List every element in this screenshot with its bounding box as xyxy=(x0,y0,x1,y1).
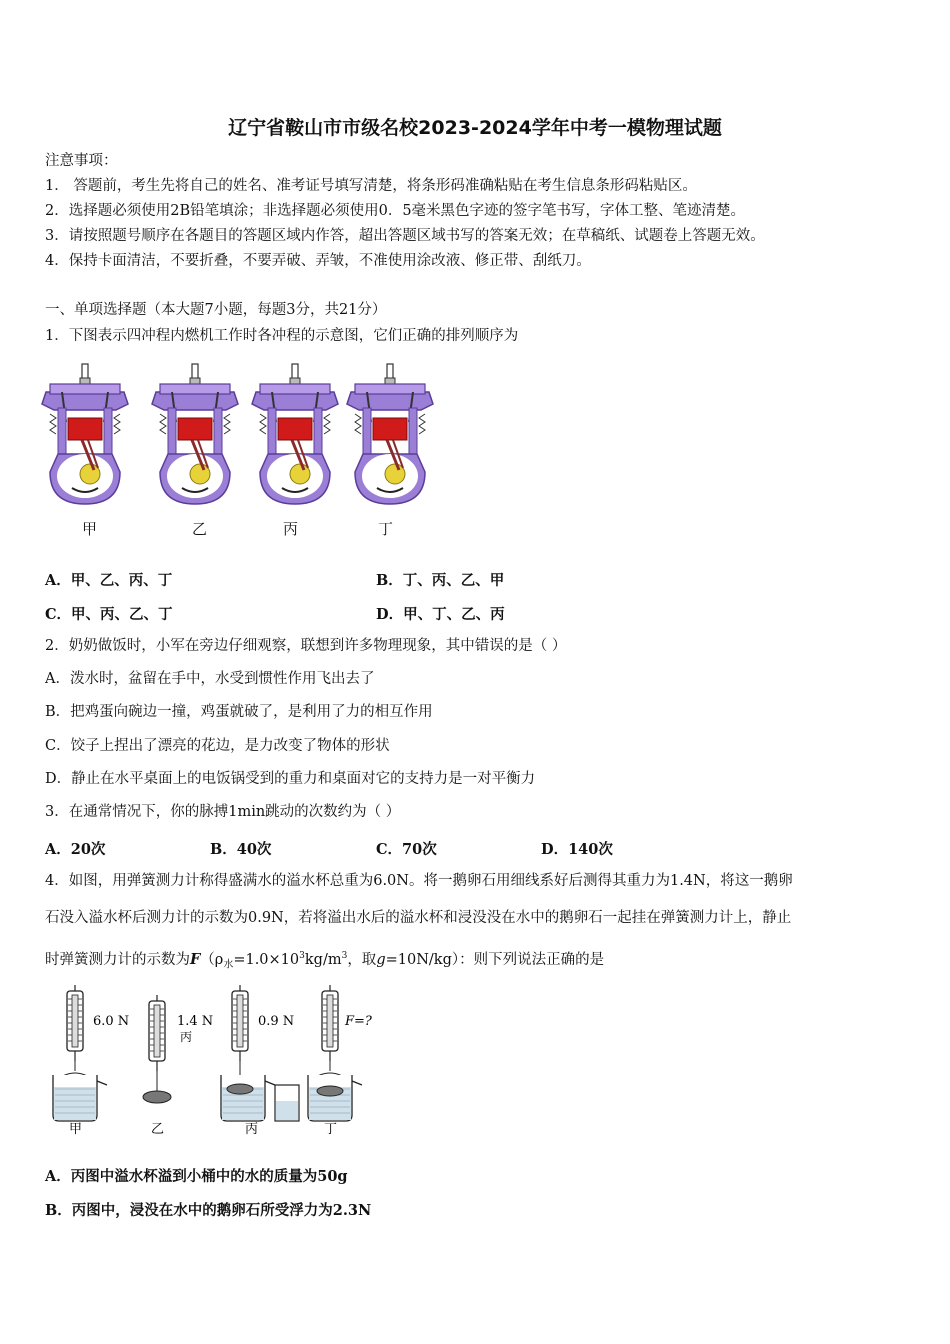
notice-item-4: 4．保持卡面清洁，不要折叠，不要弄破、弄皱，不准使用涂改液、修正带、刮纸刀。 xyxy=(45,253,591,269)
notice-item-1: 1． 答题前，考生先将自己的姓名、准考证号填写清楚，将条形码准确粘贴在考生信息条形码粘贴区。 xyxy=(45,178,697,194)
scale-label-jia: 甲 xyxy=(69,1122,83,1135)
q4-option-b: B．丙图中，浸没在水中的鹅卵石所受浮力为2.3N xyxy=(45,1202,372,1219)
q1-option-a: A．甲、乙、丙、丁 xyxy=(45,572,173,589)
scale-label-bing: 丙 xyxy=(245,1122,259,1135)
q1-option-c: C．甲、丙、乙、丁 xyxy=(45,606,173,623)
q4-option-a: A．丙图中溢水杯溢到小桶中的水的质量为50g xyxy=(45,1168,348,1185)
q3-option-a: A．20次 xyxy=(45,841,106,858)
scale-label-yi: 乙 xyxy=(151,1122,165,1135)
reading-yi-extra: 丙 xyxy=(180,1030,193,1044)
q2-option-d: D．静止在水平桌面上的电饭锅受到的重力和桌面对它的支持力是一对平衡力 xyxy=(45,771,536,787)
engine-label-jia: 甲 xyxy=(82,520,98,538)
q1-stem: 1．下图表示四冲程内燃机工作时各冲程的示意图，它们正确的排列顺序为 xyxy=(45,328,519,344)
q3-stem: 3．在通常情况下，你的脉搏1min跳动的次数约为（ ） xyxy=(45,804,401,820)
notice-item-2: 2．选择题必须使用2B铅笔填涂；非选择题必须使用0．5毫米黑色字迹的签字笔书写，字体工整、笔迹清楚。 xyxy=(45,203,746,219)
q3-option-d: D．140次 xyxy=(541,841,613,858)
q2-option-b: B．把鸡蛋向碗边一撞，鸡蛋就破了，是利用了力的相互作用 xyxy=(45,704,433,720)
q3-option-b: B．40次 xyxy=(210,841,272,858)
scale-label-ding: 丁 xyxy=(324,1122,338,1135)
q2-option-a: A．泼水时，盆留在手中，水受到惯性作用飞出去了 xyxy=(45,671,375,687)
reading-jia: 6.0 N xyxy=(93,1014,130,1029)
reading-yi: 1.4 N xyxy=(177,1014,214,1029)
reading-ding: F=? xyxy=(345,1014,372,1029)
q3-option-c: C．70次 xyxy=(376,841,437,858)
notice-item-3: 3．请按照题号顺序在各题目的答题区域内作答，超出答题区域书写的答案无效；在草稿纸、试题卷上答题无效。 xyxy=(45,228,765,244)
engine-label-bing: 丙 xyxy=(283,520,299,538)
engine-label-ding: 丁 xyxy=(378,520,394,538)
reading-bing: 0.9 N xyxy=(258,1014,295,1029)
engine-label-yi: 乙 xyxy=(192,520,208,538)
q4-line-1: 4．如图，用弹簧测力计称得盛满水的溢水杯总重为6.0N。将一鹅卵石用细线系好后测得其重力为1.4N，将这一鹅卵 xyxy=(45,873,793,889)
q1-option-d: D．甲、丁、乙、丙 xyxy=(376,606,505,623)
q1-option-b: B．丁、丙、乙、甲 xyxy=(376,572,505,589)
page-title: 辽宁省鞍山市市级名校2023-2024学年中考一模物理试题 xyxy=(228,117,722,139)
q4-line-2: 石没入溢水杯后测力计的示数为0.9N，若将溢出水后的溢水杯和浸没没在水中的鹅卵石一起挂在弹簧测力计上，静止 xyxy=(45,910,792,926)
q2-option-c: C．饺子上捏出了漂亮的花边，是力改变了物体的形状 xyxy=(45,738,390,754)
q2-stem: 2．奶奶做饭时，小军在旁边仔细观察，联想到许多物理现象，其中错误的是（ ） xyxy=(45,638,567,654)
notice-heading: 注意事项： xyxy=(45,153,118,169)
spring-scale-figure xyxy=(45,985,395,1135)
q4-line-3: 时弹簧测力计的示数为$F(\rho_水=1.0\times 10^3kg/m^3$，取g=10N/kg）：则下列说法正确的是 xyxy=(45,950,605,971)
section-heading: 一、单项选择题（本大题7小题，每题3分，共21分） xyxy=(45,302,387,318)
engine-stroke-figure xyxy=(40,362,440,512)
